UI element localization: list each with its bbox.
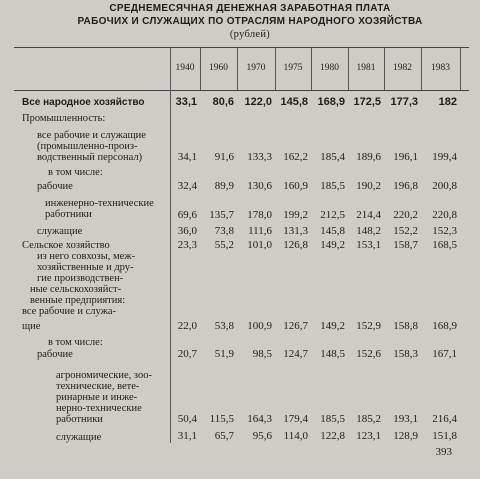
- value-cell: 190,2: [356, 180, 381, 192]
- header-bottom-rule: [14, 90, 469, 91]
- value-cell: 168,5: [432, 239, 457, 251]
- value-cell: 135,7: [209, 209, 234, 221]
- label-total: Все народное хозяйство: [22, 97, 145, 108]
- value-cell: 158,7: [393, 239, 418, 251]
- value-cell: 145,8: [280, 96, 308, 108]
- value-cell: 53,8: [214, 320, 234, 332]
- value-cell: 22,0: [177, 320, 197, 332]
- value-cell: 160,9: [283, 180, 308, 192]
- value-cell: 168,9: [317, 96, 345, 108]
- year-header-cell: 1982: [393, 63, 412, 73]
- value-cell: 123,1: [356, 430, 381, 442]
- year-header-cell: 1960: [209, 63, 228, 73]
- value-cell: 152,6: [356, 348, 381, 360]
- label-ind-workers: рабочие: [37, 181, 73, 192]
- value-cell: 158,8: [393, 320, 418, 332]
- value-cell: 114,0: [283, 430, 308, 442]
- label-agro-4: нерно-технические: [56, 403, 142, 414]
- column-separator: [460, 48, 461, 90]
- value-cell: 122,8: [320, 430, 345, 442]
- year-header-cell: 1980: [320, 63, 339, 73]
- label-agri-7: все рабочие и служа-: [22, 306, 117, 317]
- value-cell: 73,8: [214, 225, 234, 237]
- value-cell: 34,1: [177, 151, 197, 163]
- value-cell: 111,6: [248, 225, 272, 237]
- label-agri-employees: служащие: [56, 432, 102, 443]
- label-agri-3: хозяйственные и дру-: [37, 262, 134, 273]
- label-agri-1: Сельское хозяйство: [22, 240, 110, 251]
- title-unit: (рублей): [229, 29, 271, 40]
- label-agro-5: работники: [56, 414, 103, 425]
- label-ind-all-3: водственный персонал): [37, 152, 143, 163]
- value-cell: 220,2: [393, 209, 418, 221]
- label-agri-5: ные сельскохозяйст-: [30, 284, 122, 295]
- title-line-1: СРЕДНЕМЕСЯЧНАЯ ДЕНЕЖНАЯ ЗАРАБОТНАЯ ПЛАТА: [109, 3, 391, 14]
- label-agri-4: гие производствен-: [37, 273, 124, 284]
- label-agro-1: агрономические, зоо-: [56, 370, 152, 381]
- value-cell: 152,3: [432, 225, 457, 237]
- value-cell: 126,8: [283, 239, 308, 251]
- label-industry: Промышленность:: [22, 113, 106, 124]
- value-cell: 185,5: [320, 413, 345, 425]
- value-cell: 178,0: [247, 209, 272, 221]
- label-agri-6: венные предприятия:: [30, 295, 126, 306]
- value-cell: 168,9: [432, 320, 457, 332]
- value-cell: 115,5: [209, 413, 234, 425]
- value-cell: 212,5: [320, 209, 345, 221]
- value-cell: 151,8: [432, 430, 457, 442]
- label-ind-all-1: все рабочие и служащие: [37, 130, 146, 141]
- value-cell: 122,0: [244, 96, 272, 108]
- value-cell: 145,8: [320, 225, 345, 237]
- value-cell: 23,3: [177, 239, 197, 251]
- label-agro-3: ринарные и инже-: [56, 392, 138, 403]
- label-agri-2: из него совхозы, меж-: [37, 251, 136, 262]
- label-ind-eng-1: инженерно-технические: [45, 198, 154, 209]
- value-cell: 130,6: [247, 180, 272, 192]
- value-cell: 149,2: [320, 239, 345, 251]
- value-cell: 164,3: [247, 413, 272, 425]
- value-cell: 50,4: [177, 413, 197, 425]
- value-cell: 69,6: [177, 209, 197, 221]
- value-cell: 51,9: [214, 348, 234, 360]
- value-cell: 177,3: [390, 96, 418, 108]
- value-cell: 216,4: [432, 413, 457, 425]
- value-cell: 55,2: [214, 239, 234, 251]
- title-line-2: РАБОЧИХ И СЛУЖАЩИХ ПО ОТРАСЛЯМ НАРОДНОГО ХОЗЯЙСТВА: [77, 16, 423, 27]
- header-top-rule: [14, 47, 469, 48]
- value-cell: 20,7: [177, 348, 197, 360]
- value-cell: 91,6: [214, 151, 234, 163]
- value-cell: 179,4: [283, 413, 308, 425]
- value-cell: 36,0: [177, 225, 197, 237]
- value-cell: 65,7: [214, 430, 234, 442]
- value-cell: 89,9: [214, 180, 234, 192]
- page-number: 393: [435, 446, 452, 458]
- value-cell: 167,1: [432, 348, 457, 360]
- value-cell: 32,4: [177, 180, 197, 192]
- value-cell: 185,2: [356, 413, 381, 425]
- value-cell: 98,5: [252, 348, 272, 360]
- value-cell: 133,3: [247, 151, 272, 163]
- value-cell: 148,2: [356, 225, 381, 237]
- year-header-cell: 1975: [283, 63, 303, 73]
- value-cell: 148,5: [320, 348, 345, 360]
- value-cell: 131,3: [283, 225, 308, 237]
- value-cell: 200,8: [432, 180, 457, 192]
- year-header-cell: 1983: [431, 63, 450, 73]
- value-cell: 158,3: [393, 348, 418, 360]
- value-cell: 101,0: [247, 239, 272, 251]
- value-cell: 128,9: [393, 430, 418, 442]
- value-cell: 124,7: [283, 348, 308, 360]
- value-cell: 152,2: [393, 225, 418, 237]
- year-header-cell: 1970: [246, 63, 266, 73]
- value-cell: 199,2: [283, 209, 308, 221]
- label-agri-8: щие: [22, 321, 41, 332]
- value-cell: 153,1: [356, 239, 381, 251]
- label-agri-incl: в том числе:: [48, 337, 103, 348]
- value-cell: 189,6: [356, 151, 381, 163]
- value-cell: 182: [438, 96, 457, 108]
- value-cell: 220,8: [432, 209, 457, 221]
- value-cell: 80,6: [212, 96, 234, 108]
- table-title: [40, 2, 460, 41]
- label-ind-all-2: (промышленно-произ-: [37, 141, 138, 152]
- value-cell: 214,4: [356, 209, 381, 221]
- value-cell: 152,9: [356, 320, 381, 332]
- label-ind-eng-2: работники: [45, 209, 92, 220]
- value-cell: 162,2: [283, 151, 308, 163]
- value-cell: 33,1: [175, 96, 197, 108]
- value-cell: 95,6: [252, 430, 272, 442]
- value-cell: 196,1: [393, 151, 418, 163]
- value-cell: 196,8: [393, 180, 418, 192]
- value-cell: 100,9: [247, 320, 272, 332]
- label-ind-incl: в том числе:: [48, 167, 103, 178]
- year-header-cell: 1940: [175, 63, 195, 73]
- label-ind-employees: служащие: [37, 226, 83, 237]
- year-header-cell: 1981: [356, 63, 376, 73]
- value-cell: 193,1: [393, 413, 418, 425]
- value-cell: 31,1: [177, 430, 197, 442]
- value-cell: 185,4: [320, 151, 345, 163]
- label-agri-workers: рабочие: [37, 349, 73, 360]
- value-cell: 172,5: [353, 96, 381, 108]
- value-cell: 185,5: [320, 180, 345, 192]
- label-agro-2: технические, вете-: [56, 381, 140, 392]
- value-cell: 199,4: [432, 151, 457, 163]
- value-cell: 149,2: [320, 320, 345, 332]
- value-cell: 126,7: [283, 320, 308, 332]
